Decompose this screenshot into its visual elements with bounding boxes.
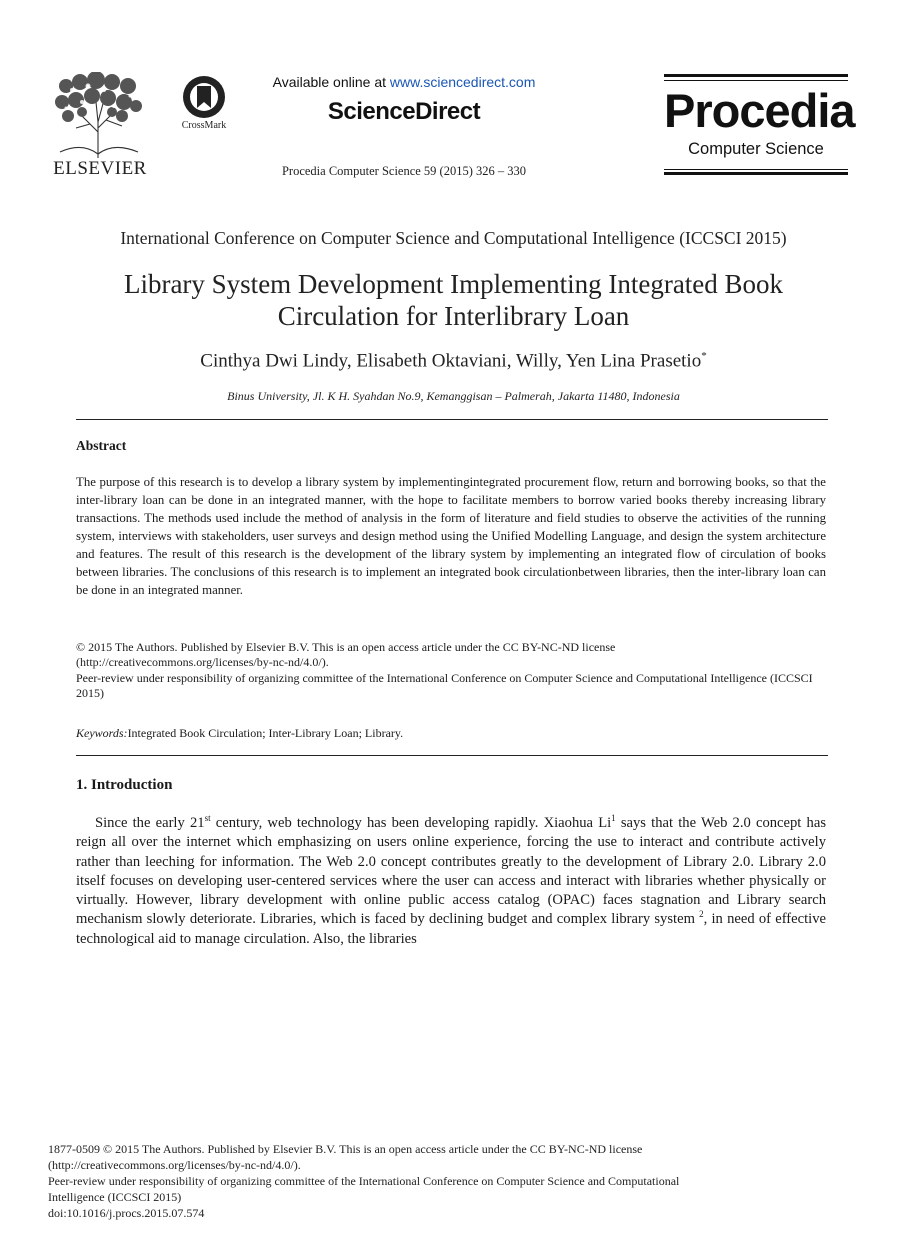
footer-license-link[interactable]: (http://creativecommons.org/licenses/by-nc-nd/4.0/). — [48, 1158, 301, 1172]
procedia-logo — [664, 74, 855, 176]
elsevier-logo — [50, 72, 150, 180]
divider-bottom — [76, 755, 828, 756]
crossmark-label: CrossMark — [181, 120, 227, 131]
procedia-bottom-rule — [664, 172, 848, 175]
procedia-top-rule — [664, 74, 848, 77]
procedia-subtitle: Computer Science — [688, 140, 824, 158]
conference-name: International Conference on Computer Science and Computational Intelligence (ICCSCI 2015) — [120, 228, 787, 248]
footer-copyright: 1877-0509 © 2015 The Authors. Published by Elsevier B.V. This is an open access article under the CC BY-NC-ND license — [48, 1142, 643, 1156]
citation-2[interactable]: 2 — [699, 909, 704, 920]
title-line-1: Library System Development Implementing Integrated Book — [123, 269, 784, 299]
elsevier-tree-icon — [52, 72, 144, 160]
keywords-label: Keywords: — [76, 726, 128, 740]
available-online — [220, 74, 588, 90]
intro-text-c: says that the Web 2.0 concept has reign all over the internet which emphasizing on users online experience, forcing the use to interact and contribute actively rather than leeching for information. The Web 2.0 concept contributes greatly to the development of Library 2.0. Library 2.0 itself focuses on developing user-centered services where the user can access and interact with libraries whether physically or virtually. However, library development with online public access catalog (OPAC) faces stagnation and Library search mechanism slowly deteriorate. Libraries, which is faced by declining budget and complex library system — [76, 815, 826, 928]
peer-review-statement: Peer-review under responsibility of organizing committee of the International Conference on Computer Science and Computational Intelligence (ICCSCI 2015) — [76, 670, 813, 700]
footer-peer-review-cont: Intelligence (ICCSCI 2015) — [48, 1190, 182, 1204]
author-list — [80, 350, 827, 372]
footer — [48, 1141, 808, 1221]
divider-top — [76, 419, 828, 420]
license-block — [76, 640, 826, 701]
elsevier-wordmark: ELSEVIER — [53, 158, 147, 179]
keywords-values: Integrated Book Circulation; Inter-Library Loan; Library. — [127, 726, 404, 740]
intro-text-d: , in need of effective technological aid to manage circulation. Also, the libraries — [76, 911, 826, 947]
sciencedirect-wordmark: ScienceDirect — [327, 98, 481, 125]
procedia-bottom-rule-thin — [664, 169, 848, 170]
journal-reference: Procedia Computer Science 59 (2015) 326 – 330 — [281, 164, 527, 178]
intro-text-a: Since the early 21 — [95, 815, 205, 831]
footer-doi[interactable]: doi:10.1016/j.procs.2015.07.574 — [48, 1206, 205, 1220]
procedia-top-rule-thin — [664, 80, 848, 81]
intro-text-b: century, web technology has been developing rapidly. Xiaohua Li — [210, 815, 612, 831]
abstract-body: The purpose of this research is to develop a library system by implementingintegrated procurement flow, return and borrowing books, so that the inter-library loan can be done in an integrated manner, with the hope to facilitate members to borrow varied books thereby increasing library transactions. The methods used include the method of analysis in the form of literature and field studies to observe the activities of the running system, interviews with stakeholders, user surveys and design method using the Unified Modelling Language, and design the system architecture and features. The result of this research is the development of the library system by implementing an integrated flow of circulation of books between libraries. The conclusions of this research is to implement an integrated book circulationbetween libraries, then the inter-library loan can be done in an integrated manner. — [76, 475, 826, 597]
abstract-heading: Abstract — [76, 438, 127, 453]
introduction-paragraph — [76, 814, 826, 949]
sciencedirect-link[interactable]: www.sciencedirect.com — [389, 74, 536, 90]
keywords — [76, 726, 826, 741]
title-line-2: Circulation for Interlibrary Loan — [277, 301, 630, 331]
citation-1[interactable]: 1 — [611, 813, 616, 824]
copyright-line: © 2015 The Authors. Published by Elsevier B.V. This is an open access article under the CC BY-NC-ND license — [76, 640, 616, 654]
section-heading-introduction: 1. Introduction — [76, 777, 173, 793]
footer-peer-review: Peer-review under responsibility of organizing committee of the International Conference on Computer Science and Computational — [48, 1174, 680, 1188]
corresponding-author-mark: * — [701, 350, 707, 362]
license-link[interactable]: (http://creativecommons.org/licenses/by-nc-nd/4.0/). — [76, 655, 329, 670]
authors-text: Cinthya Dwi Lindy, Elisabeth Oktaviani, Willy, Yen Lina Prasetio — [200, 350, 702, 372]
paper-title — [80, 268, 827, 332]
available-prefix: Available online at — [272, 74, 390, 90]
procedia-title: Procedia — [664, 84, 855, 137]
affiliation: Binus University, Jl. K H. Syahdan No.9, Kemanggisan – Palmerah, Jakarta 11480, Indonesia — [227, 389, 680, 403]
ordinal-suffix: st — [204, 813, 211, 824]
